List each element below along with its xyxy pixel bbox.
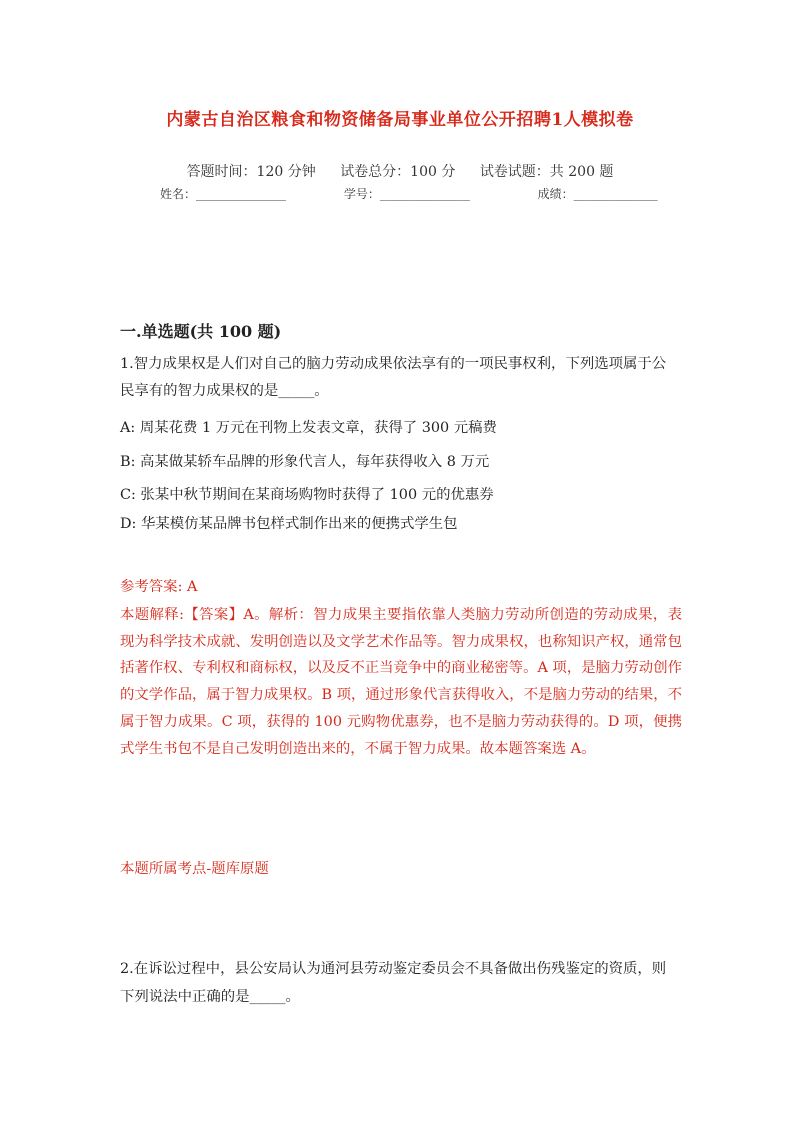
question-2-stem: 2.在诉讼过程中，县公安局认为通河县劳动鉴定委员会不具备做出伤残鉴定的资质，则下列说法中正确的是_____。 bbox=[120, 961, 667, 1005]
name-field: 姓名：_______________ bbox=[160, 187, 287, 201]
score-field: 成绩：______________ bbox=[537, 187, 658, 201]
exam-title: 内蒙古自治区粮食和物资储备局事业单位公开招聘1人模拟卷 bbox=[166, 110, 634, 130]
question-1-explanation: 本题解释:【答案】A。解析：智力成果主要指依靠人类脑力劳动所创造的劳动成果，表现为科学技术成就、发明创造以及文学艺术作品等。智力成果权，也称知识产权，通常包括著作权、专利权和商标权，以及反不正当竞争中的商业秘密等。A 项，是脑力劳动创作的文学作品，属于智力成果权。B 项，通过形象代言获得收入，不是脑力劳动的结果，不属于智力成果。C 项，获得的 100 元购物优惠券，也不是脑力劳动获得的。D 项，便携式学生书包不是自己发明创造出来的，不属于智力成果。故本题答案选 A。 bbox=[120, 607, 682, 757]
question-1-option-b: B: 高某做某轿车品牌的形象代言人，每年获得收入 8 万元 bbox=[120, 454, 490, 470]
question-1-stem: 1.智力成果权是人们对自己的脑力劳动成果依法享有的一项民事权利，下列选项属于公民享有的智力成果权的是_____。 bbox=[120, 356, 667, 399]
question-1-option-a: A: 周某花费 1 万元在刊物上发表文章，获得了 300 元稿费 bbox=[120, 420, 497, 436]
student-id-field: 学号：_______________ bbox=[343, 187, 470, 201]
student-info-line bbox=[160, 185, 700, 202]
exam-question-count: 试卷试题：共 200 题 bbox=[479, 164, 614, 180]
question-1-option-c: C: 张某中秋节期间在某商场购物时获得了 100 元的优惠券 bbox=[120, 487, 494, 503]
section-heading: 一.单选题(共 100 题) bbox=[120, 322, 282, 341]
question-1-option-d: D: 华某模仿某品牌书包样式制作出来的便携式学生包 bbox=[120, 516, 458, 532]
question-1-knowledge-point: 本题所属考点-题库原题 bbox=[120, 861, 269, 877]
exam-total-score: 试卷总分：100 分 bbox=[340, 164, 456, 180]
exam-time: 答题时间：120 分钟 bbox=[186, 164, 316, 180]
question-1-answer: 参考答案: A bbox=[120, 579, 198, 595]
exam-meta bbox=[0, 161, 800, 181]
